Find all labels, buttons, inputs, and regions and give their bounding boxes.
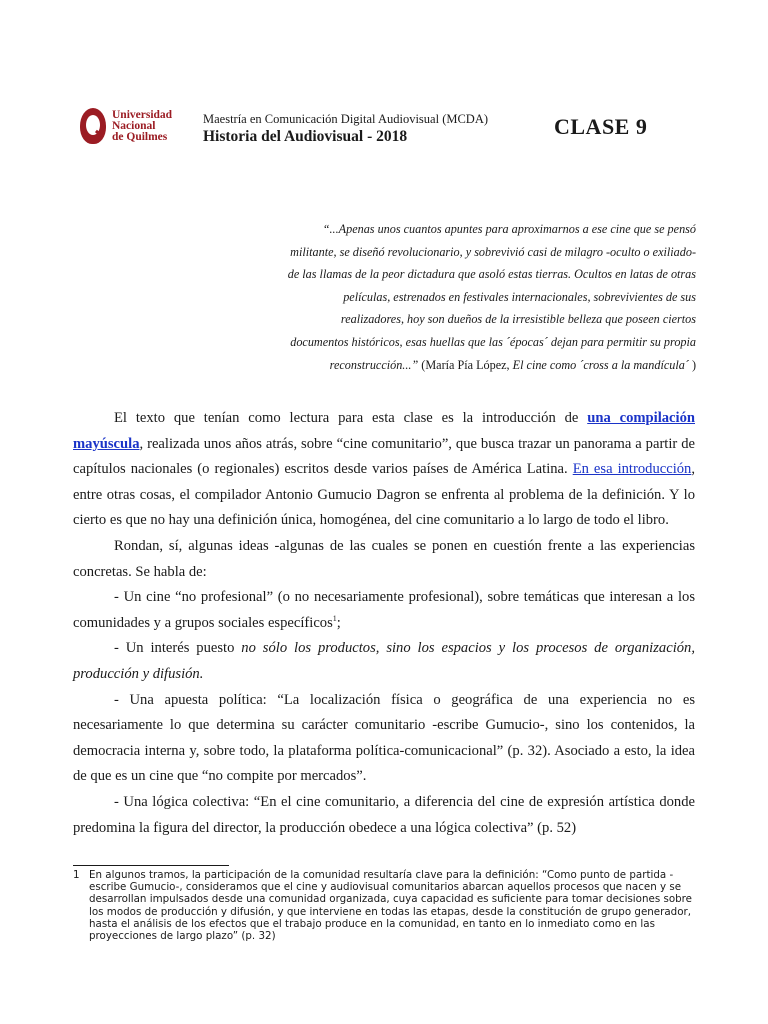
epigraph-line: de las llamas de la peor dictadura que asoló estas tierras. Ocultos en latas de otras: [287, 267, 696, 282]
list-item-no-profesional: [73, 585, 695, 636]
p4-italic: no sólo los productos, sino los espacios y los procesos de organización, producción y difusión.: [73, 640, 695, 682]
program-name: Maestría en Comunicación Digital Audiovisual (MCDA): [203, 112, 489, 126]
logo-line-1: Universidad: [112, 108, 173, 121]
footnote-text: En algunos tramos, la participación de la comunidad resultaría clave para la definición: “Como punto de partida -escribe Gumucio-, consideramos que el cine y audiovisual comunitarios abarcan aquellos procesos que nacen y se desarrollan impulsados desde una comunidad organizada, cuya capacidad es suficiente para tomar decisiones sobre los modos de producción y difusión, y que interviene en todas las etapas, desde la constitución de grupo generador, hasta el análisis de los efectos que el trabajo produce en la comunidad, en tanto en lo inmediato como en las proyecciones de largo plazo” (p. 32): [89, 869, 693, 943]
logo-q-icon: [80, 108, 106, 144]
epigraph-quote: [250, 218, 696, 376]
list-item-interes: [73, 636, 695, 687]
paragraph-intro: [73, 406, 695, 534]
list-item-logica-colectiva: - Una lógica colectiva: “En el cine comunitario, a diferencia del cine de expresión artística donde predomina la figura del director, la producción obedece a una lógica colectiva” (p. 52): [73, 793, 695, 836]
p3-end: ;: [336, 614, 341, 631]
p3-text: - Un cine “no profesional” (o no necesariamente profesional), sobre temáticas que interesan a los comunidades y a grupos sociales específicos: [73, 589, 695, 631]
introduction-link[interactable]: En esa introducción: [572, 461, 692, 478]
class-label: CLASE 9: [554, 114, 648, 139]
epigraph-line: “...Apenas unos cuantos apuntes para aproximarnos a ese cine que se pensó: [322, 222, 696, 236]
document-header: [80, 92, 700, 162]
epigraph-line: realizadores, hoy son dueños de la irresistible belleza que poseen ciertos: [340, 312, 696, 327]
footnote-number: 1: [73, 869, 80, 881]
p1-text-a: El texto que tenían como lectura para esta clase es la introducción de: [114, 410, 588, 426]
epigraph-last-line: [250, 354, 696, 377]
list-item-apuesta-politica: - Una apuesta política: “La localización física o geográfica de una experiencia no es necesariamente lo que determina su carácter comunitario -escribe Gumucio-, sino los contenidos, la democracia interna y, sobre todo, la plataforma política-comunicacional” (p. 32). Asociado a esto, la idea de que es un cine que “no compite por mercados”.: [73, 691, 695, 785]
p4-text: - Un interés puesto: [114, 640, 242, 657]
footnote-ref: 1: [332, 613, 337, 623]
body-text: [73, 406, 695, 841]
logo-line-3: de Quilmes: [112, 130, 168, 143]
footnote: [73, 869, 693, 942]
epigraph-line: militante, se diseñó revolucionario, y sobrevivió casi de milagro -oculto o exiliado-: [290, 244, 696, 259]
attribution-suffix: ): [688, 357, 696, 372]
epigraph-line: documentos históricos, esas huellas que las ´épocas´ dejan para permitir su propia: [290, 334, 696, 349]
footnote-divider: [73, 865, 229, 866]
epigraph-line-end: reconstrucción...”: [329, 357, 419, 372]
logo-line-2: Nacional: [112, 119, 156, 132]
logo-wordmark: [112, 110, 172, 143]
course-title: Historia del Audiovisual - 2018: [203, 128, 408, 145]
attribution-title: El cine como ´cross a la mandícula´: [512, 357, 689, 372]
p1-text-c: , entre otras cosas, el compilador Antonio Gumucio Dagron se enfrenta al problema de la definición. Y lo cierto es que no hay una definición única, homogénea, del cine comunitario a lo largo de todo el libro.: [73, 461, 695, 529]
p1-text-b: , realizada unos años atrás, sobre “cine comunitario”, que busca trazar un panorama a partir de capítulos nacionales (o regionales) escritos desde varios países de América Latina.: [73, 435, 695, 478]
attribution-prefix: (María Pía López,: [418, 357, 513, 372]
epigraph-line: películas, estrenados en festivales internacionales, sobrevivientes de sus: [343, 289, 696, 304]
university-logo: [80, 92, 192, 160]
paragraph-ideas: Rondan, sí, algunas ideas -algunas de las cuales se ponen en cuestión frente a las experiencias concretas. Se habla de:: [73, 537, 695, 580]
compilation-link[interactable]: una compilación mayúscula: [73, 410, 695, 452]
